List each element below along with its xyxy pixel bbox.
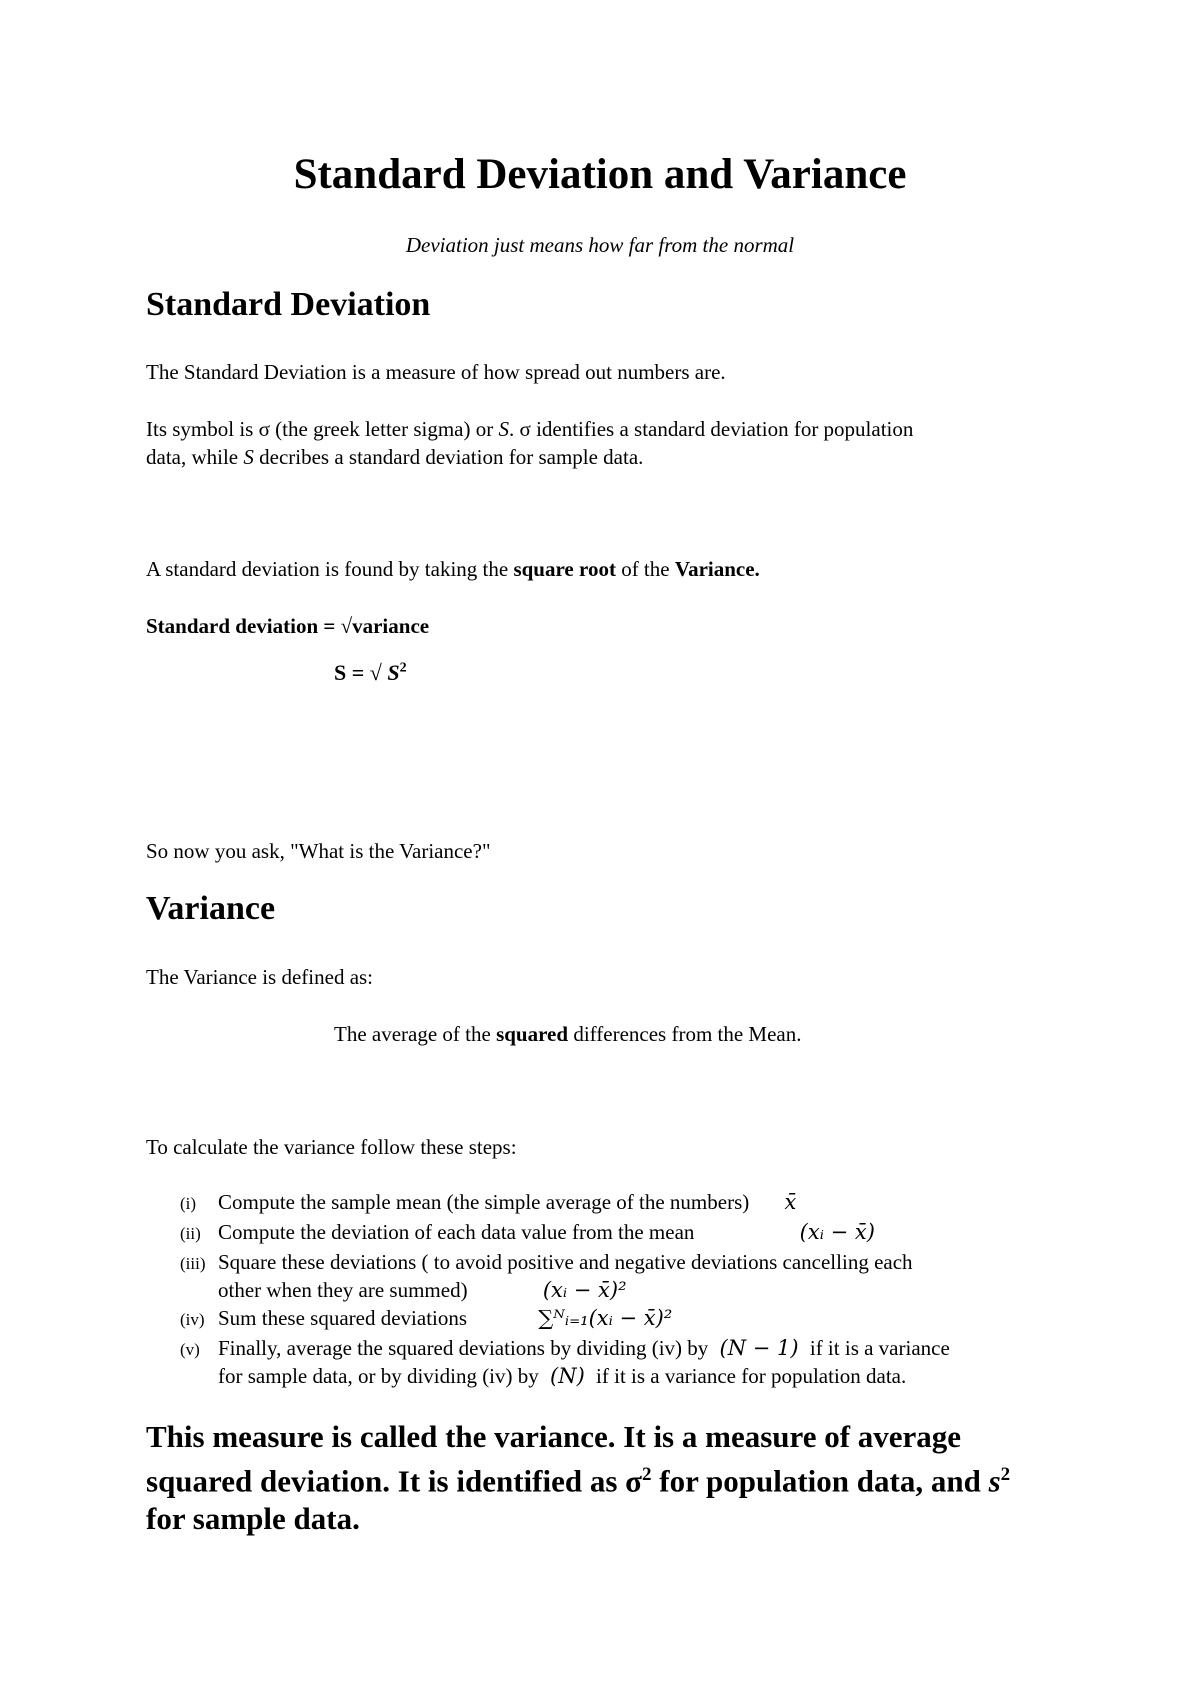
step-text: Compute the sample mean (the simple average of the numbers) (218, 1190, 750, 1214)
page-subtitle: Deviation just means how far from the normal (405, 233, 795, 257)
closing-line-1: This measure is called the variance. It is a measure of average (146, 1419, 962, 1454)
step-text-line-2: for sample data, or by dividing (iv) by (218, 1364, 539, 1388)
step-number: (ii) (180, 1224, 201, 1243)
variance-paragraph-1: The Variance is defined as: (146, 965, 374, 989)
list-item (180, 1248, 950, 1304)
list-item (180, 1304, 950, 1334)
variance-def-text-c: differences from the Mean. (568, 1022, 802, 1046)
closing-sigma-exponent: 2 (642, 1464, 652, 1485)
step-body (218, 1218, 875, 1246)
sd-formula-exponent: 2 (399, 660, 407, 676)
step-text-continued: if it is a variance (809, 1336, 950, 1360)
step-math: (N − 1) (719, 1336, 799, 1360)
step-text: Finally, average the squared deviations by dividing (iv) by (218, 1336, 709, 1360)
section-heading-standard-deviation: Standard Deviation (146, 286, 431, 323)
sd-formula-s: S (387, 660, 400, 685)
step-math-2: (N) (550, 1364, 585, 1388)
sd-p3-variance: Variance. (674, 557, 760, 581)
closing-line-2a: squared deviation. It is identified as σ (146, 1463, 642, 1499)
sd-paragraph-2 (146, 415, 913, 471)
variance-definition (334, 1020, 802, 1048)
sd-p2-text-d: decribes a standard deviation for sample data. (253, 445, 644, 469)
step-text-continued: other when they are summed) (218, 1278, 468, 1302)
list-item (180, 1188, 950, 1218)
sd-formula-symbolic (334, 660, 407, 686)
sd-p3-square-root: square root (513, 557, 616, 581)
step-math: (xᵢ − x̄)² (542, 1278, 627, 1302)
step-body (218, 1304, 672, 1332)
sd-p3-text-a: A standard deviation is found by taking the (146, 557, 514, 581)
step-math: ∑ᴺᵢ₌₁(xᵢ − x̄)² (538, 1306, 673, 1330)
step-math: x̄ (784, 1190, 797, 1214)
variance-def-squared: squared (496, 1022, 569, 1046)
variance-steps-list (180, 1188, 950, 1390)
step-text: Sum these squared deviations (218, 1306, 468, 1330)
sd-paragraph-question: So now you ask, "What is the Variance?" (146, 839, 491, 863)
step-number: (iii) (180, 1254, 206, 1273)
sd-p2-text-b: . σ identifies a standard deviation for population (509, 417, 914, 441)
sd-formula-lhs: S = √ (334, 660, 388, 685)
step-text: Square these deviations ( to avoid positive and negative deviations cancelling each (218, 1250, 913, 1274)
step-text-line-2-end: if it is a variance for population data. (596, 1364, 907, 1388)
step-number: (v) (180, 1340, 200, 1359)
step-body (218, 1248, 913, 1304)
sd-p2-symbol-s-2: S (243, 445, 254, 469)
section-heading-variance: Variance (146, 890, 276, 927)
step-body (218, 1188, 796, 1216)
step-text: Compute the deviation of each data value from the mean (218, 1220, 695, 1244)
closing-s-exponent: 2 (1000, 1464, 1011, 1485)
closing-line-3: for sample data. (146, 1501, 360, 1537)
sd-p2-symbol-s: S (498, 417, 509, 441)
closing-statement (146, 1418, 1010, 1538)
sd-p2-text-a: Its symbol is σ (the greek letter sigma) or (146, 417, 499, 441)
sd-paragraph-3 (146, 555, 760, 583)
sd-p2-text-c: data, while (146, 445, 244, 469)
list-item (180, 1334, 950, 1390)
sd-paragraph-1: The Standard Deviation is a measure of how spread out numbers are. (146, 360, 726, 384)
page-title: Standard Deviation and Variance (293, 151, 907, 198)
sd-formula-words: Standard deviation = √variance (146, 614, 430, 638)
variance-def-text-a: The average of the (334, 1022, 497, 1046)
list-item (180, 1218, 950, 1248)
step-number: (i) (180, 1194, 197, 1213)
step-body (218, 1334, 950, 1390)
variance-paragraph-2: To calculate the variance follow these steps: (146, 1135, 517, 1159)
closing-s-symbol: s (988, 1463, 1001, 1499)
step-number: (iv) (180, 1310, 205, 1329)
sd-p3-text-c: of the (615, 557, 675, 581)
step-math: (xᵢ − x̄) (799, 1220, 875, 1244)
closing-line-2b: for population data, and (651, 1463, 989, 1499)
